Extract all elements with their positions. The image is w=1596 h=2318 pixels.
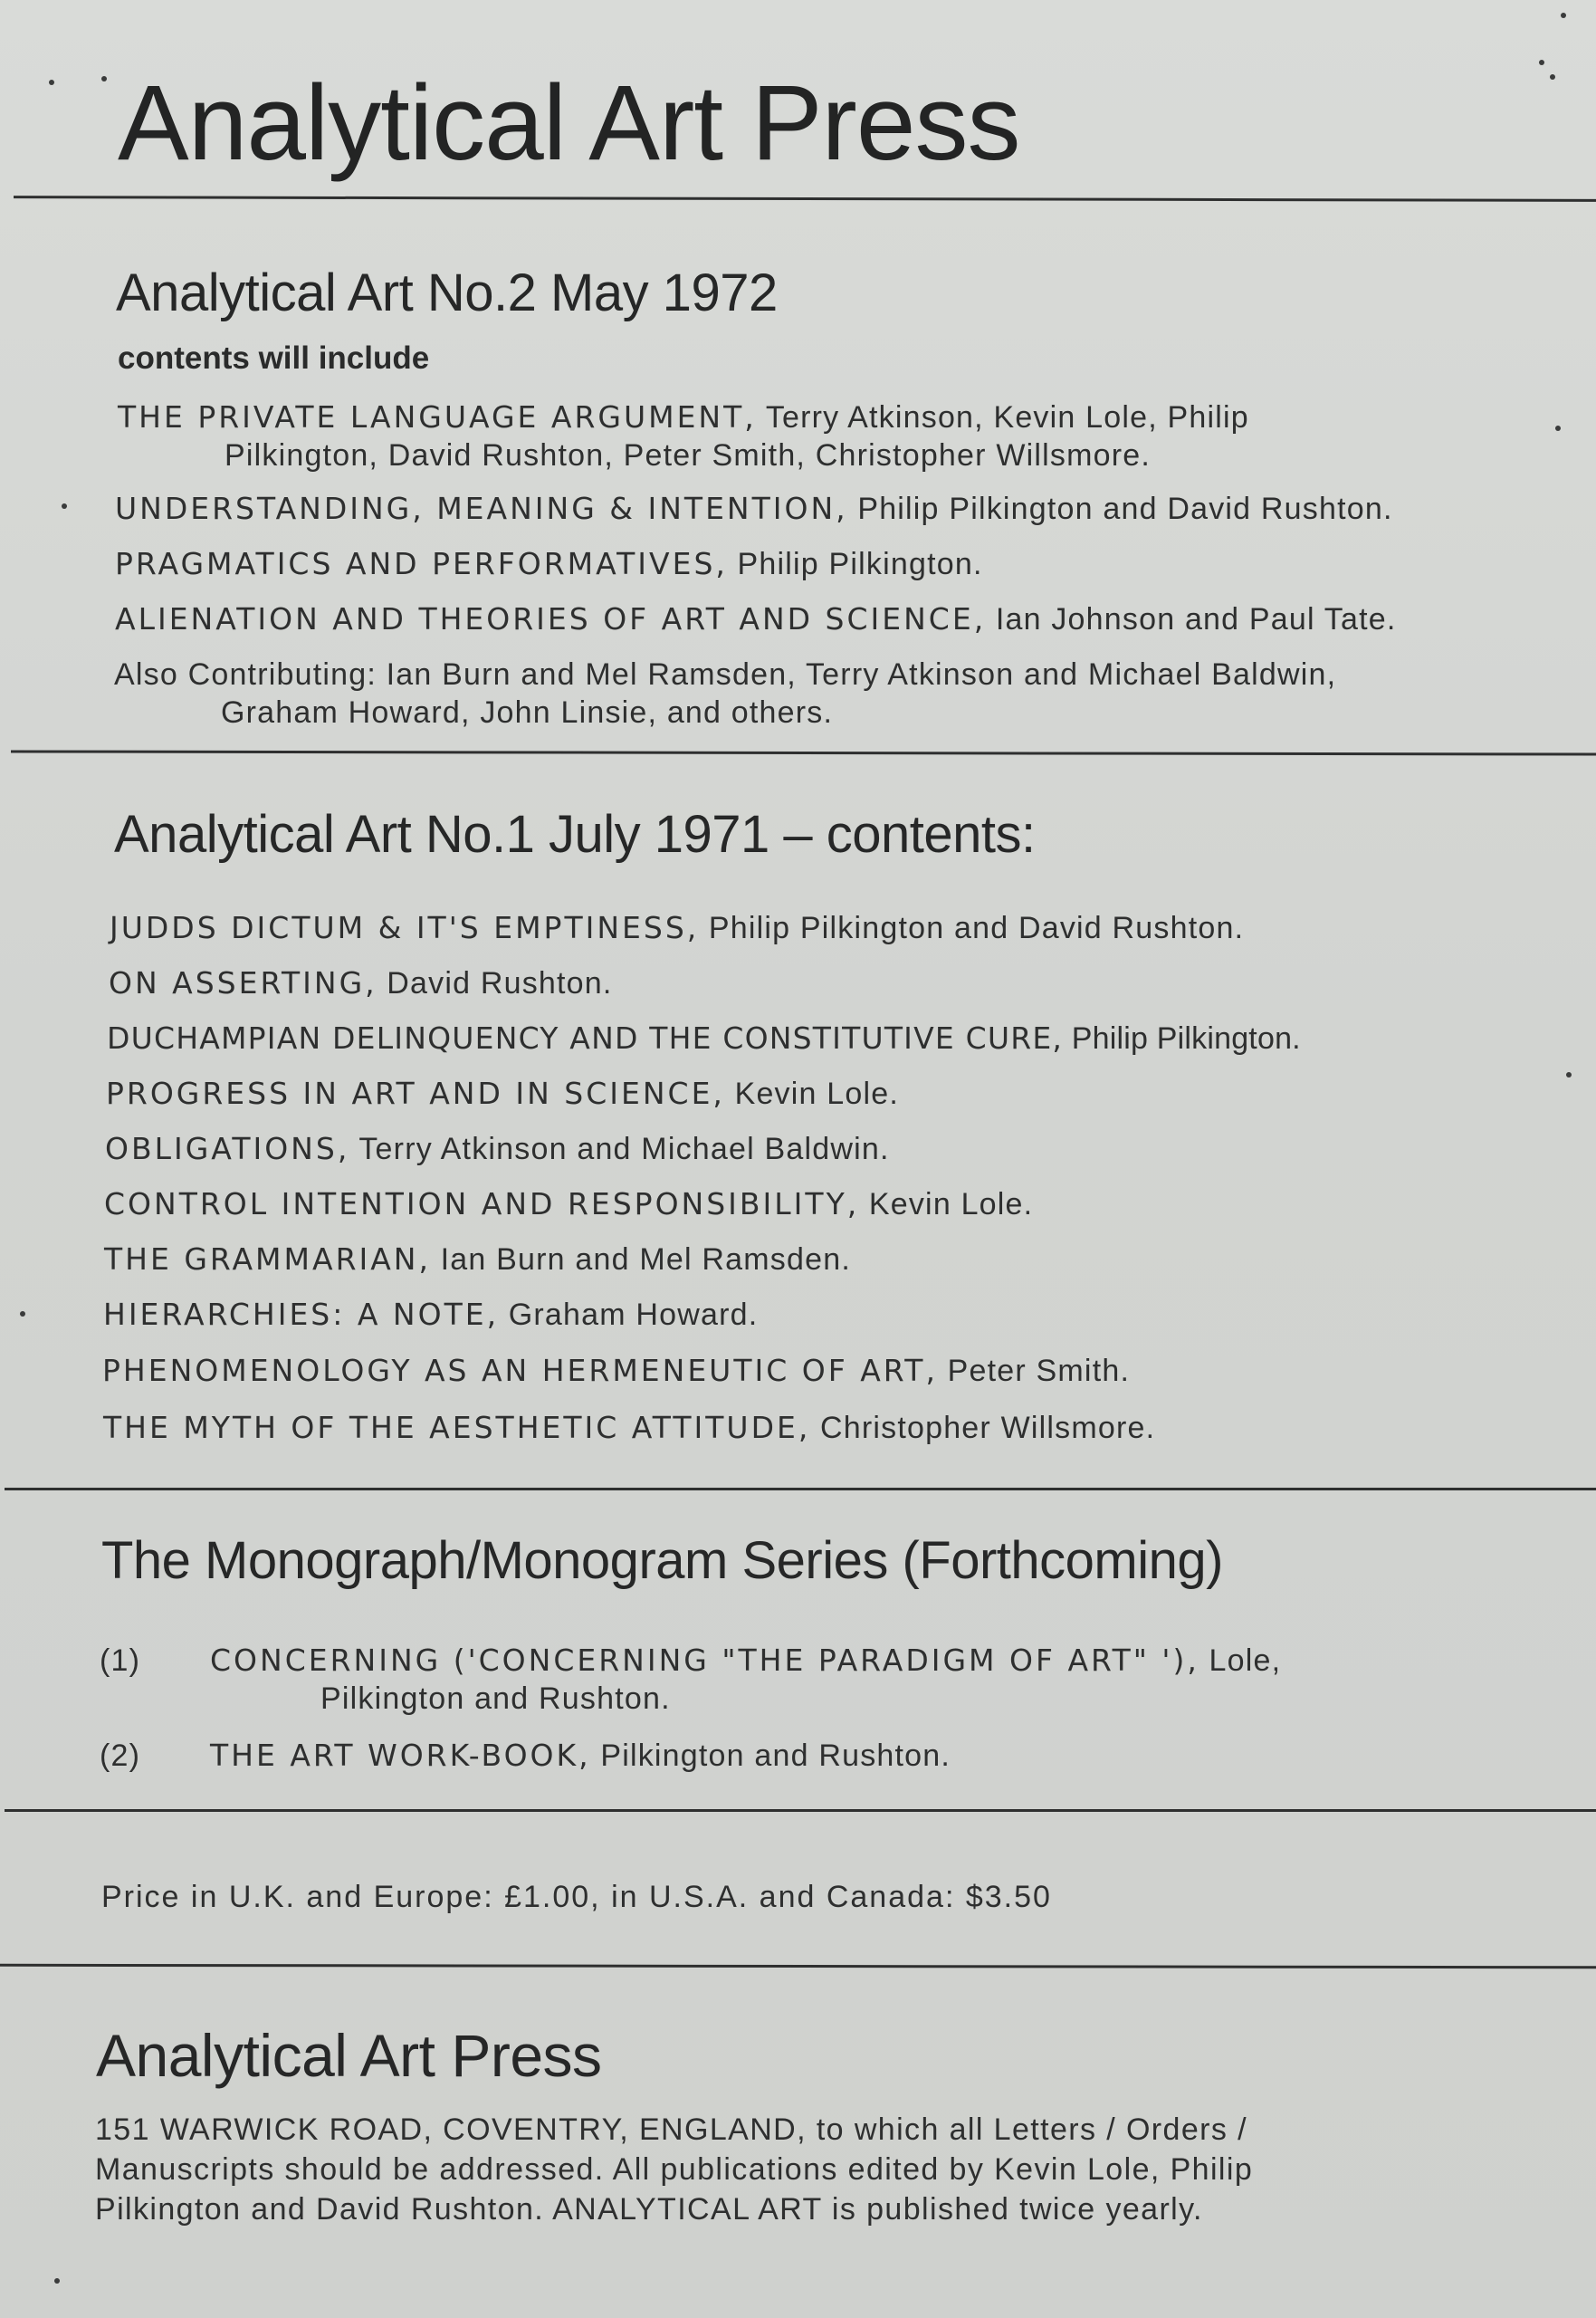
issue2-entry	[115, 600, 1397, 638]
issue1-entry	[110, 909, 1244, 947]
speck	[1539, 60, 1544, 65]
issue2-title: Analytical Art No.2 May 1972	[116, 263, 778, 322]
entry-title: ON ASSERTING,	[109, 965, 377, 1001]
speck	[101, 76, 107, 81]
entry-authors: Philip Pilkington and David Rushton.	[708, 911, 1245, 945]
entry-authors: Kevin Lole.	[868, 1187, 1034, 1221]
speck	[20, 1311, 25, 1317]
item-authors: Lole,	[1209, 1643, 1282, 1678]
footer-line: Pilkington and David Rushton. ANALYTICAL ART is published twice yearly.	[95, 2192, 1203, 2227]
entry-authors: Philip Pilkington.	[1071, 1021, 1301, 1056]
speck	[54, 2278, 60, 2284]
footer-line: Manuscripts should be addressed. All publications edited by Kevin Lole, Philip	[95, 2152, 1254, 2187]
entry-title: PRAGMATICS AND PERFORMATIVES,	[115, 546, 728, 581]
entry-authors: Philip Pilkington.	[737, 547, 983, 581]
issue2-subtitle: contents will include	[118, 340, 430, 376]
issue1-entry	[109, 964, 613, 1002]
entry-title: UNDERSTANDING, MEANING & INTENTION,	[115, 491, 848, 526]
divider	[5, 1809, 1596, 1812]
entry-title: THE MYTH OF THE AESTHETIC ATTITUDE,	[103, 1410, 811, 1445]
entry-title: JUDDS DICTUM & IT'S EMPTINESS,	[110, 910, 700, 945]
entry-title: ALIENATION AND THEORIES OF ART AND SCIENCE,	[115, 601, 987, 637]
entry-authors: Peter Smith.	[947, 1354, 1131, 1388]
item-number: (1)	[100, 1643, 141, 1678]
entry-authors: Also Contributing: Ian Burn and Mel Ramsden, Terry Atkinson and Michael Baldwin,	[114, 657, 1337, 692]
entry-title: OBLIGATIONS,	[105, 1131, 350, 1166]
entry-title: THE PRIVATE LANGUAGE ARGUMENT,	[118, 399, 757, 435]
entry-authors: Ian Johnson and Paul Tate.	[995, 602, 1397, 637]
issue1-entry	[106, 1075, 899, 1113]
issue2-entry	[115, 490, 1393, 528]
monograph-item	[100, 1737, 951, 1775]
item-title: CONCERNING ('CONCERNING "THE PARADIGM OF ART" '),	[210, 1643, 1199, 1678]
speck	[1566, 1072, 1572, 1078]
issue2-entry	[118, 398, 1249, 474]
divider	[5, 1488, 1596, 1490]
entry-authors: Terry Atkinson, Kevin Lole, Philip	[765, 400, 1249, 435]
issue1-entry	[103, 1296, 758, 1334]
speck	[49, 80, 54, 85]
issue1-entry	[104, 1185, 1033, 1223]
price-line: Price in U.K. and Europe: £1.00, in U.S.A. and Canada: $3.50	[101, 1880, 1052, 1914]
issue2-entry	[115, 545, 983, 583]
entry-title: PROGRESS IN ART AND IN SCIENCE,	[106, 1076, 725, 1111]
entry-title: HIERARCHIES: A NOTE,	[103, 1297, 500, 1332]
item-title: THE ART WORK-BOOK,	[210, 1738, 591, 1773]
issue1-entry	[102, 1352, 1130, 1390]
footer-title: Analytical Art Press	[96, 2022, 602, 2089]
monograph-title: The Monograph/Monogram Series (Forthcoming)	[101, 1531, 1223, 1590]
entry-title: THE GRAMMARIAN,	[104, 1241, 431, 1277]
entry-authors-cont: Graham Howard, John Linsie, and others.	[221, 695, 834, 730]
footer-text	[95, 2110, 1253, 2229]
masthead-title: Analytical Art Press	[118, 63, 1020, 183]
divider	[0, 1964, 1596, 1968]
speck	[62, 503, 67, 509]
issue1-entry	[107, 1020, 1301, 1058]
entry-authors: Graham Howard.	[508, 1298, 759, 1332]
entry-title: CONTROL INTENTION AND RESPONSIBILITY,	[104, 1186, 860, 1221]
divider	[11, 750, 1596, 755]
issue1-entry	[103, 1409, 1155, 1447]
item-authors-cont: Pilkington and Rushton.	[320, 1681, 671, 1716]
entry-authors: Kevin Lole.	[734, 1077, 899, 1111]
speck	[1555, 426, 1561, 431]
issue1-title: Analytical Art No.1 July 1971 – contents:	[114, 805, 1036, 864]
entry-title: DUCHAMPIAN DELINQUENCY AND THE CONSTITUTIVE CURE,	[107, 1020, 1064, 1056]
entry-title: PHENOMENOLOGY AS AN HERMENEUTIC OF ART,	[102, 1353, 938, 1388]
item-number: (2)	[100, 1738, 141, 1773]
footer-line: 151 WARWICK ROAD, COVENTRY, ENGLAND, to which all Letters / Orders /	[95, 2112, 1247, 2147]
entry-authors-cont: Pilkington, David Rushton, Peter Smith, Christopher Willsmore.	[225, 438, 1151, 473]
speck	[1550, 74, 1555, 80]
entry-authors: Terry Atkinson and Michael Baldwin.	[358, 1132, 890, 1166]
entry-authors: Christopher Willsmore.	[819, 1411, 1156, 1445]
divider	[14, 196, 1596, 202]
entry-authors: Ian Burn and Mel Ramsden.	[440, 1242, 851, 1277]
issue1-entry	[104, 1240, 851, 1279]
issue2-entry	[114, 656, 1336, 732]
item-authors: Pilkington and Rushton.	[600, 1738, 951, 1773]
entry-authors: Philip Pilkington and David Rushton.	[857, 492, 1393, 526]
entry-authors: David Rushton.	[387, 966, 613, 1001]
issue1-entry	[105, 1130, 890, 1168]
speck	[1561, 13, 1566, 18]
monograph-item	[100, 1642, 1281, 1718]
